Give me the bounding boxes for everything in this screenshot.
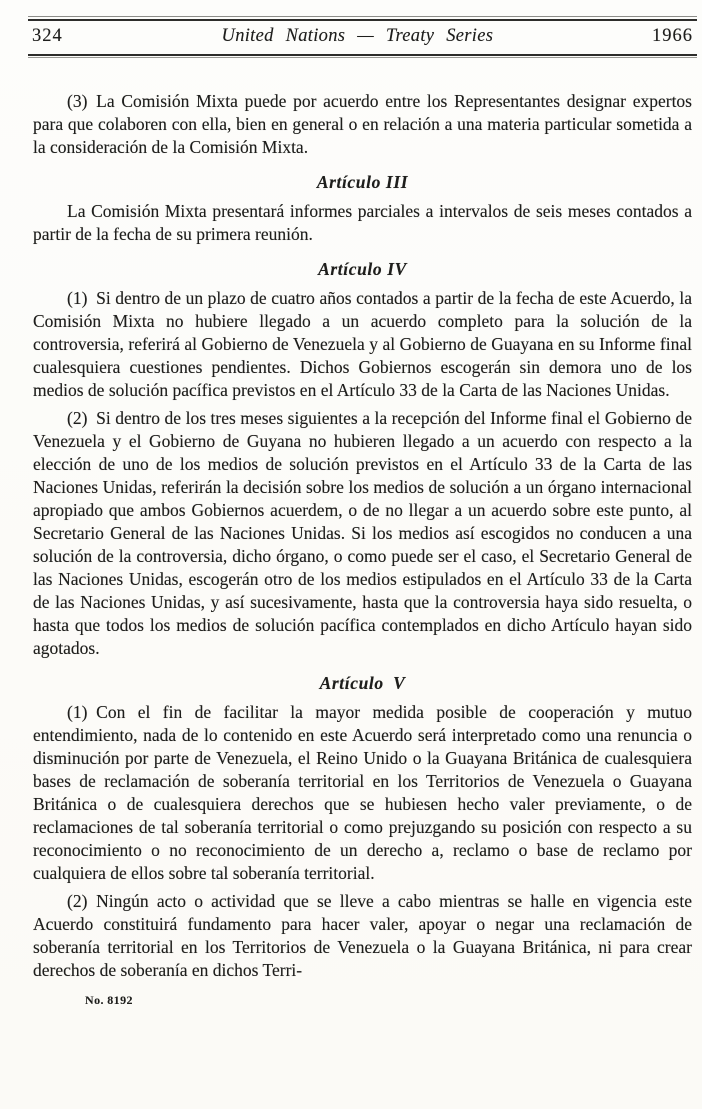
paragraph-articulo-v-2: (2) Ningún acto o actividad que se lleve a cabo mientras se halle en vigencia este Acuerdo constituirá fundamento para hacer valer, apoyar o negar una reclamación de soberanía territorial en los Territorios de Venezuela o la Guayana Británica, ni para crear derechos de soberanía en dichos Terri- [33,891,692,980]
header-row [28,21,697,54]
treaty-number-footnote: No. 8192 [85,993,133,1007]
heading-articulo-v: Artículo V [319,673,406,693]
paragraph-articulo-iv-1: (1) Si dentro de un plazo de cuatro años contados a partir de la fecha de este Acuerdo, la Comisión Mixta no hubiere llegado a un acuerdo completo para la solución de la controversia, referirá al Gobierno de Venezuela y al Gobierno de Guayana en su Informe final cualesquiera cuestiones pendientes. Dichos Gobiernos escogerán sin demora uno de los medios de solución pacífica previstos en el Artículo 33 de la Carta de las Naciones Unidas. [33,288,692,400]
running-header [28,16,697,58]
paragraph-articulo-v-1: (1) Con el fin de facilitar la mayor medida posible de cooperación y mutuo entendimiento, nada de lo contenido en este Acuerdo será interpretado como una renuncia o disminución por parte de Venezuela, el Reino Unido o la Guayana Británica de cualesquiera bases de reclamación de soberanía territorial en los Territorios de Venezuela o Guayana Británica o de cualesquiera derechos que se hubiesen hecho valer previamente, o de reclamaciones de tal soberanía territorial o como prejuzgando su posición con respecto a su reconocimiento o no reconocimiento de un derecho a, reclamo o base de reclamo por cualquiera de ellos sobre tal soberanía territorial. [33,702,692,883]
page-number: 324 [32,26,63,46]
paragraph-articulo-iii: La Comisión Mixta presentará informes parciales a intervalos de seis meses contados a partir de la fecha de su primera reunión. [33,201,692,244]
heading-articulo-iii: Artículo III [316,172,409,192]
paragraph-clause-3: (3) La Comisión Mixta puede por acuerdo entre los Representantes designar expertos para que colaboren con ella, bien en general o en relación a una materia particular sometida a la consideración de la Comisión Mixta. [33,91,692,157]
header-title: United Nations — Treaty Series [221,26,494,46]
header-rule-bottom [28,54,697,58]
header-year: 1966 [652,26,693,46]
paragraph-articulo-iv-2: (2) Si dentro de los tres meses siguientes a la recepción del Informe final el Gobierno de Venezuela y el Gobierno de Guyana no hubieren llegado a un acuerdo con respecto a la elección de uno de los medios de solución previstos en el Artículo 33 de la Carta de las Naciones Unidas, referirán la decisión sobre los medios de solución a un órgano internacional apropiado que ambos Gobiernos acuerdem, o de no llegar a un acuerdo sobre este punto, al Secretario General de las Naciones Unidas. Si los medios así escogidos no conducen a una solución de la controversia, dicho órgano, o como puede ser el caso, el Secretario General de las Naciones Unidas, escogerán otro de los medios estipulados en el Artículo 33 de la Carta de las Naciones Unidas, y así sucesivamente, hasta que la controversia haya sido resuelta, o hasta que todos los medios de solución pacífica contemplados en dicho Artículo hayan sido agotados. [33,408,692,658]
text-column [33,90,692,1008]
heading-articulo-iv: Artículo IV [318,259,407,279]
